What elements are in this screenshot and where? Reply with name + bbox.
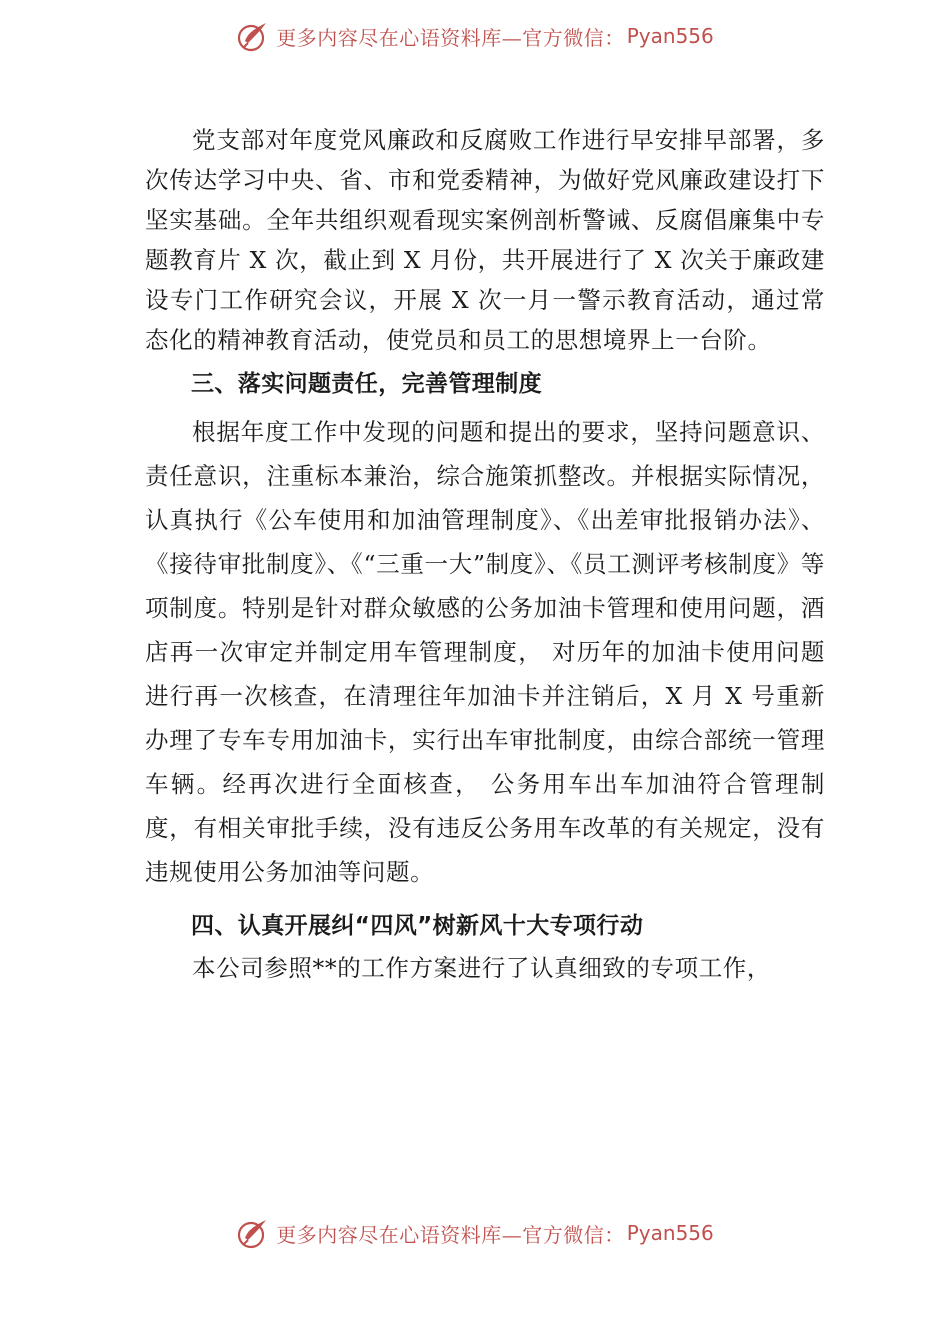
document-body — [145, 120, 825, 988]
section-heading-4: 四、认真开展纠“四风”树新风十大专项行动 — [191, 913, 644, 939]
pen-logo-icon — [236, 19, 270, 53]
paragraph-2: 根据年度工作中发现的问题和提出的要求，坚持问题意识、责任意识，注重标本兼治，综合施策抓整改。并根据实际情况，认真执行《公车使用和加油管理制度》、《出差审批报销办法》、《接待审批制度》、《“三重一大”制度》、《员工测评考核制度》等项制度。特别是针对群众敏感的公务加油卡管理和使用问题，酒店再一次审定并制定用车管理制度， 对历年的加油卡使用问题进行再一次核查，在清理往年加油卡并注销后，X 月 X 号重新办理了专车专用加油卡，实行出车审批制度，由综合部统一管理车辆。经再次进行全面核查， 公务用车出车加油符合管理制度，有相关审批手续，没有违反公务用车改革的有关规定，没有违规使用公务加油等问题。 — [145, 418, 825, 886]
section-heading-3: 三、落实问题责任，完善管理制度 — [191, 371, 542, 397]
paragraph-1: 党支部对年度党风廉政和反腐败工作进行早安排早部署，多次传达学习中央、省、市和党委精神，为做好党风廉政建设打下坚实基础。全年共组织观看现实案例剖析警诫、反腐倡廉集中专题教育片 X 次，截止到 X 月份，共开展进行了 X 次关于廉政建设专门工作研究会议，开展 X 次一月一警示教育活动，通过常态化的精神教育活动，使党员和员工的思想境界上一台阶。 — [145, 126, 825, 354]
header-watermark — [0, 16, 950, 56]
footer-watermark — [0, 1213, 950, 1253]
watermark-wechat-id: Pyan556 — [626, 24, 714, 48]
watermark-wechat-id: Pyan556 — [626, 1221, 714, 1245]
pen-logo-icon — [236, 1216, 270, 1250]
watermark-text: 更多内容尽在心语资料库—官方微信： — [276, 1222, 625, 1247]
paragraph-3: 本公司参照**的工作方案进行了认真细致的专项工作， — [192, 954, 771, 982]
watermark-text: 更多内容尽在心语资料库—官方微信： — [276, 25, 625, 50]
